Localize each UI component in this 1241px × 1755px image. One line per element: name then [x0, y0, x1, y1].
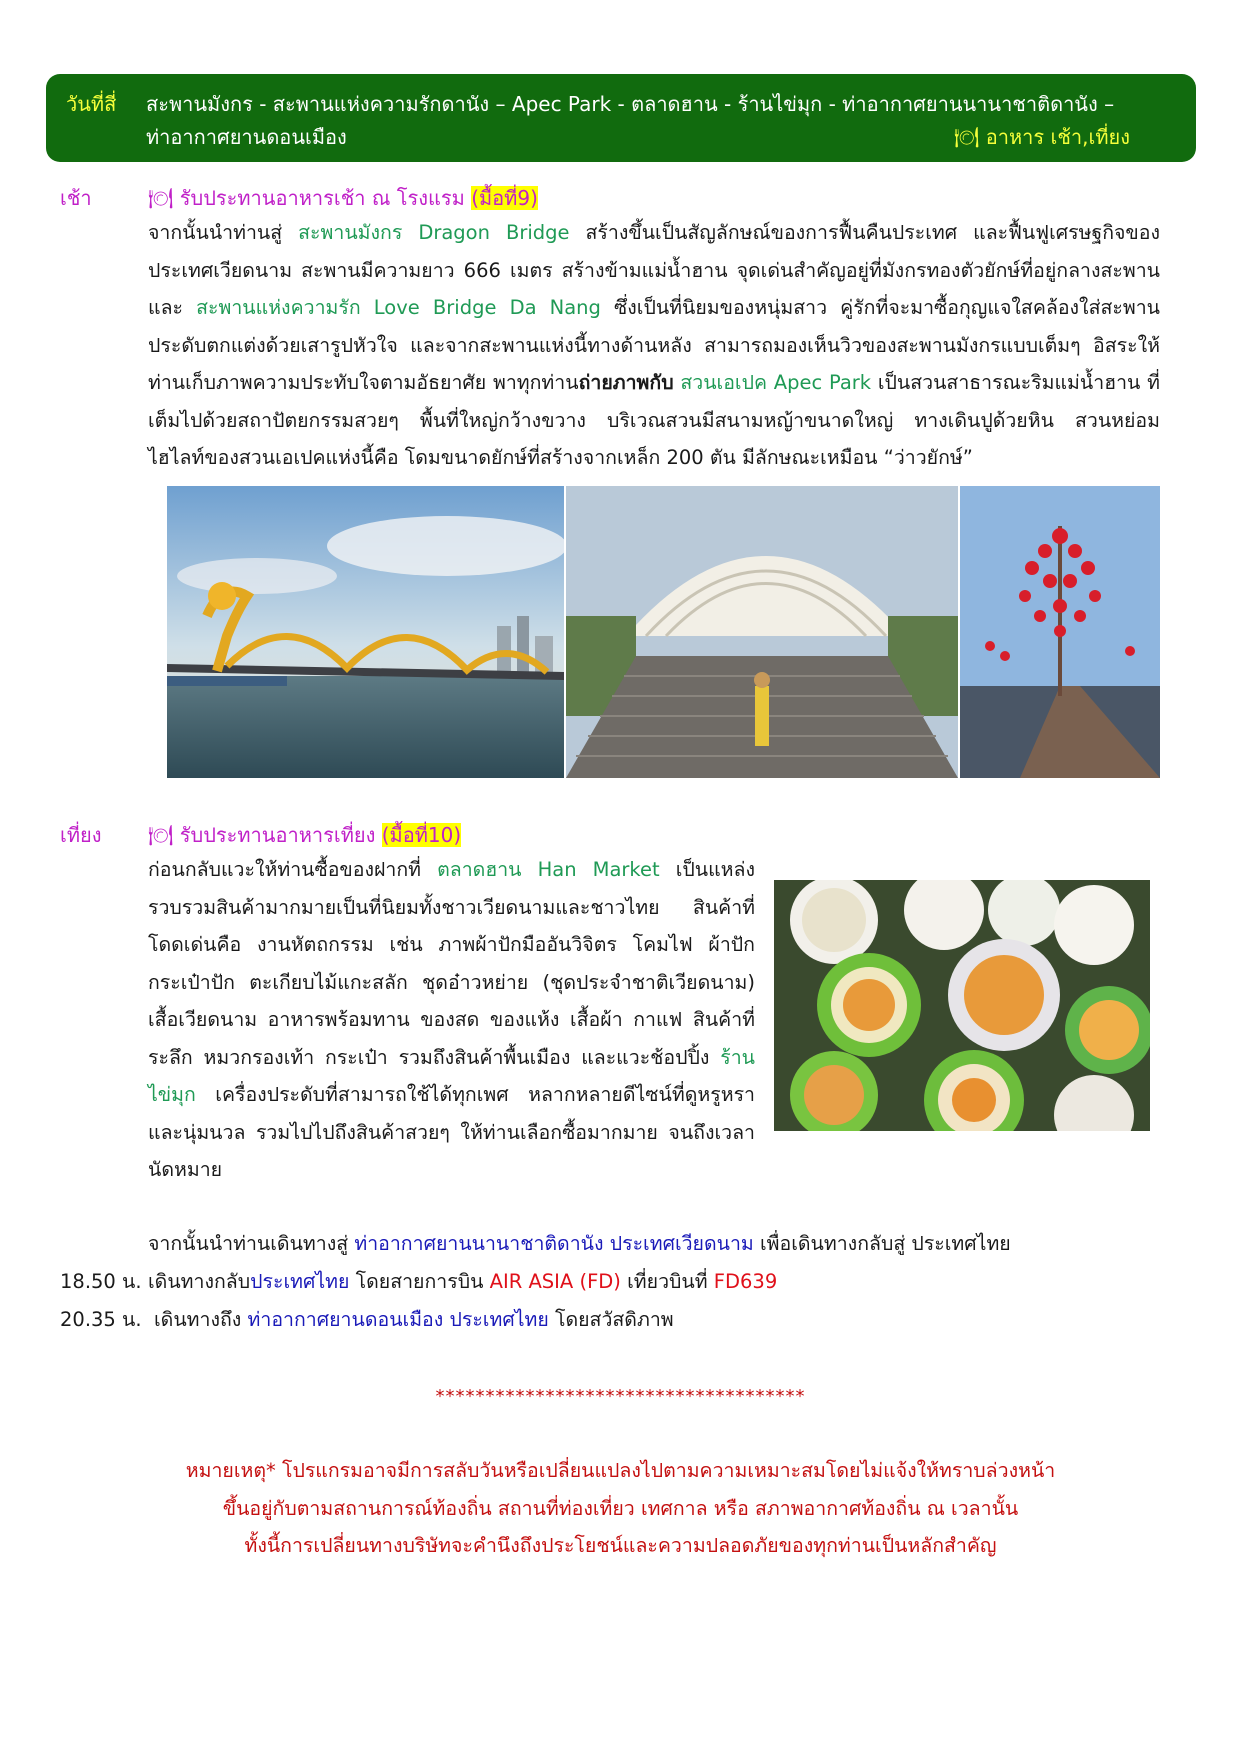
flight-departure-line: เดินทางกลับประเทศไทย โดยสายการบิน AIR ASIA (FD) เที่ยวบินที่ FD639	[148, 1270, 778, 1293]
lunch-label: เที่ยง	[60, 823, 102, 847]
apec-park-photo	[566, 486, 958, 778]
danang-airport-name: ท่าอากาศยานนานาชาติดานัง ประเทศเวียดนาม	[354, 1232, 754, 1255]
destination-country: ประเทศไทย	[250, 1270, 350, 1293]
arrival-time: 20.35 น.	[60, 1308, 142, 1331]
meal-plate-icon: 🍽	[953, 125, 980, 149]
remark-line-3: ทั้งนี้การเปลี่ยนทางบริษัทจะคำนึงถึงประโยชน์และความปลอดภัยของทุกท่านเป็นหลักสำคัญ	[244, 1534, 997, 1557]
breakfast-line	[148, 182, 538, 214]
dragon-bridge-photo	[167, 486, 564, 778]
photo-emphasis: ถ่ายภาพกับ	[578, 371, 674, 394]
meal-plate-icon: 🍽	[148, 823, 174, 847]
flight-time: 18.50 น.	[60, 1270, 142, 1293]
meal-number-badge: (มื้อที่9)	[471, 186, 538, 210]
love-bridge-photo	[960, 486, 1160, 778]
lunch-text: รับประทานอาหารเที่ยง	[179, 823, 376, 847]
breakfast-text: รับประทานอาหารเช้า ณ โรงแรม	[179, 186, 465, 210]
morning-label: เช้า	[60, 186, 92, 210]
love-bridge-name: สะพานแห่งความรัก Love Bridge Da Nang	[196, 296, 601, 319]
route-line-2: ท่าอากาศยานดอนเมือง	[146, 125, 347, 149]
flight-number: FD639	[713, 1270, 778, 1293]
dragon-bridge-name: สะพานมังกร Dragon Bridge	[298, 221, 570, 244]
donmueang-airport-name: ท่าอากาศยานดอนเมือง ประเทศไทย	[247, 1308, 549, 1331]
airline-name: AIR ASIA (FD)	[489, 1270, 621, 1293]
pearl-shop-name: ร้านไข่มุก	[148, 1045, 755, 1106]
stars-divider: *************************************	[435, 1386, 806, 1407]
lunch-meal-line	[148, 819, 461, 851]
morning-paragraph: จากนั้นนำท่านสู่ สะพานมังกร Dragon Bridge สร้างขึ้นเป็นสัญลักษณ์ของการฟื้นคืนประเทศ และฟื้นฟูเศรษฐกิจของประเทศเวียดนาม สะพานมีความยาว 666 เมตร สร้างข้ามแม่น้ำฮาน จุดเด่นสำคัญอยู่ที่มังกรทองตัวยักษ์ที่อยู่กลางสะพาน และ สะพานแห่งความรัก Love Bridge Da Nang ซึ่งเป็นที่นิยมของหนุ่มสาว คู่รักที่จะมาซื้อกุญแจใสคล้องใส่สะพาน ประดับตกแต่งด้วยเสารูปหัวใจ และจากสะพานแห่งนี้ทางด้านหลัง สามารถมองเห็นวิวของสะพานมังกรแบบเต็มๆ อิสระให้ท่านเก็บภาพความประทับใจตามอัธยาศัย พาทุกท่านถ่ายภาพกับ สวนเอเปค Apec Park เป็นสวนสาธารณะริมแม่น้ำฮาน ที่เต็มไปด้วยสถาปัตยกรรมสวยๆ พื้นที่ใหญ่กว้างขวาง บริเวณสวนมีสนามหญ้าขนาดใหญ่ ทางเดินปูด้วยหิน สวนหย่อม ไฮไลท์ของสวนเอเปคแห่งนี้คือ โดมขนาดยักษ์ที่สร้างจากเหล็ก 200 ตัน มีลักษณะเหมือน “ว่าวยักษ์”	[148, 221, 1160, 469]
vietnamese-food-photo	[774, 880, 1150, 1131]
meals-text: อาหาร เช้า,เที่ยง	[985, 125, 1130, 149]
han-market-name: ตลาดฮาน Han Market	[437, 858, 660, 881]
remark-line-1: หมายเหตุ* โปรแกรมอาจมีการสลับวันหรือเปลี่ยนแปลงไปตามความเหมาะสมโดยไม่แจ้งให้ทราบล่วงหน้า	[185, 1459, 1056, 1482]
route-line-1: สะพานมังกร - สะพานแห่งความรักดานัง – Apec Park - ตลาดฮาน - ร้านไข่มุก - ท่าอากาศยานนานาชาติดานัง –	[146, 92, 1115, 116]
remark-line-2: ขึ้นอยู่กับตามสถานการณ์ท้องถิ่น สถานที่ท่องเที่ยว เทศกาล หรือ สภาพอากาศท้องถิ่น ณ เวลานั้น	[222, 1496, 1019, 1520]
remarks	[0, 1452, 1241, 1565]
day-label: วันที่สี่	[66, 92, 117, 116]
airport-transfer-line: จากนั้นนำท่านเดินทางสู่ ท่าอากาศยานนานาชาติดานัง ประเทศเวียดนาม เพื่อเดินทางกลับสู่ ประเทศไทย	[148, 1232, 1011, 1255]
meal-plate-icon: 🍽	[148, 186, 174, 210]
meals-summary	[954, 121, 1130, 153]
day-header	[46, 74, 1196, 162]
flight-arrival-line: เดินทางถึง ท่าอากาศยานดอนเมือง ประเทศไทย โดยสวัสดิภาพ	[154, 1308, 674, 1331]
apec-park-name: สวนเอเปค Apec Park	[673, 371, 872, 394]
meal-number-badge: (มื้อที่10)	[381, 823, 462, 847]
lunch-paragraph: ก่อนกลับแวะให้ท่านซื้อของฝากที่ ตลาดฮาน Han Market เป็นแหล่งรวบรวมสินค้ามากมายเป็นที่นิยมทั้งชาวเวียดนามและชาวไทย สินค้าที่โดดเด่นคือ งานหัตถกรรม เช่น ภาพผ้าปักมืออันวิจิตร โคมไฟ ผ้าปักกระเป๋าปัก ตะเกียบไม้แกะสลัก ชุดอ๋าวหย่าย (ชุดประจำชาติเวียดนาม) เสื้อเวียดนาม อาหารพร้อมทาน ของสด ของแห้ง เสื้อผ้า กาแฟ สินค้าที่ระลึก หมวกรองเท้า กระเป๋า รวมถึงสินค้าพื้นเมือง และแวะช้อปปิ้ง ร้านไข่มุก เครื่องประดับที่สามารถใช้ได้ทุกเพศ หลากหลายดีไซน์ที่ดูหรูหราและนุ่มนวล รวมไปไปถึงสินค้าสวยๆ ให้ท่านเลือกซื้อมากมาย จนถึงเวลานัดหมาย	[148, 858, 756, 1181]
